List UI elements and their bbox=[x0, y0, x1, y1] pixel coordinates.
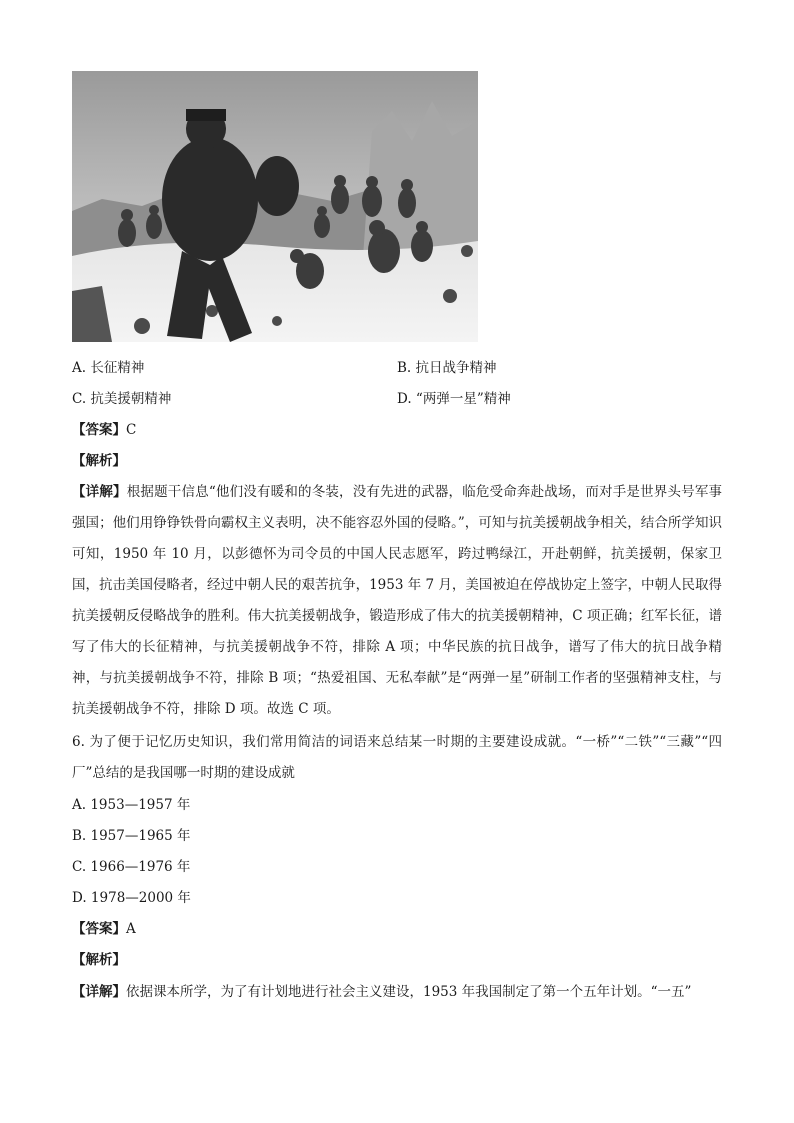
q5-option-a: A. 长征精神 bbox=[72, 360, 145, 376]
q6-option-d: D. 1978—2000 年 bbox=[72, 890, 191, 906]
q6-answer bbox=[72, 921, 136, 937]
q5-option-d: D. “两弹一星”精神 bbox=[397, 391, 511, 407]
q5-answer bbox=[72, 422, 136, 438]
q6-option-c: C. 1966—1976 年 bbox=[72, 859, 191, 875]
q6-option-a: A. 1953—1957 年 bbox=[72, 797, 191, 813]
detail-label: 【详解】 bbox=[72, 984, 126, 1000]
q5-detail bbox=[72, 477, 722, 725]
q6-option-b: B. 1957—1965 年 bbox=[72, 828, 191, 844]
soldiers-in-snow-photo bbox=[72, 71, 478, 342]
q6-analysis-label: 【解析】 bbox=[72, 952, 126, 968]
q5-analysis-label: 【解析】 bbox=[72, 453, 126, 469]
answer-value: C bbox=[126, 422, 137, 438]
q5-option-c: C. 抗美援朝精神 bbox=[72, 391, 172, 407]
answer-label: 【答案】 bbox=[72, 422, 126, 438]
detail-text: 根据题干信息“他们没有暖和的冬装，没有先进的武器，临危受命奔赴战场，而对手是世界头号军事强国；他们用铮铮铁骨向霸权主义表明，决不能容忍外国的侵略。”，可知与抗美援朝战争相关，结合所学知识可知，1950 年 10 月，以彭德怀为司令员的中国人民志愿军，跨过鸭绿江，开赴朝鲜，抗美援朝，保家卫国，抗击美国侵略者，经过中朝人民的艰苦抗争，1953 年 7 月，美国被迫在停战协定上签字，中朝人民取得抗美援朝反侵略战争的胜利。伟大抗美援朝战争，锻造形成了伟大的抗美援朝精神，C 项正确；红军长征，谱写了伟大的长征精神，与抗美援朝战争不符，排除 A 项；中华民族的抗日战争，谱写了伟大的抗日战争精神，与抗美援朝战争不符，排除 B 项；“热爱祖国、无私奉献”是“两弹一星”研制工作者的坚强精神支柱，与抗美援朝战争不符，排除 D 项。故选 C 项。 bbox=[72, 484, 722, 717]
detail-label: 【详解】 bbox=[72, 484, 127, 500]
answer-label: 【答案】 bbox=[72, 921, 126, 937]
q6-detail bbox=[72, 977, 722, 1008]
answer-value: A bbox=[126, 921, 136, 937]
q5-option-b: B. 抗日战争精神 bbox=[397, 360, 497, 376]
q6-stem: 6. 为了便于记忆历史知识，我们常用简洁的词语来总结某一时期的主要建设成就。“一桥”“二铁”“三藏”“四厂”总结的是我国哪一时期的建设成就 bbox=[72, 734, 722, 781]
detail-text: 依据课本所学，为了有计划地进行社会主义建设，1953 年我国制定了第一个五年计划。“一五” bbox=[126, 984, 692, 1000]
